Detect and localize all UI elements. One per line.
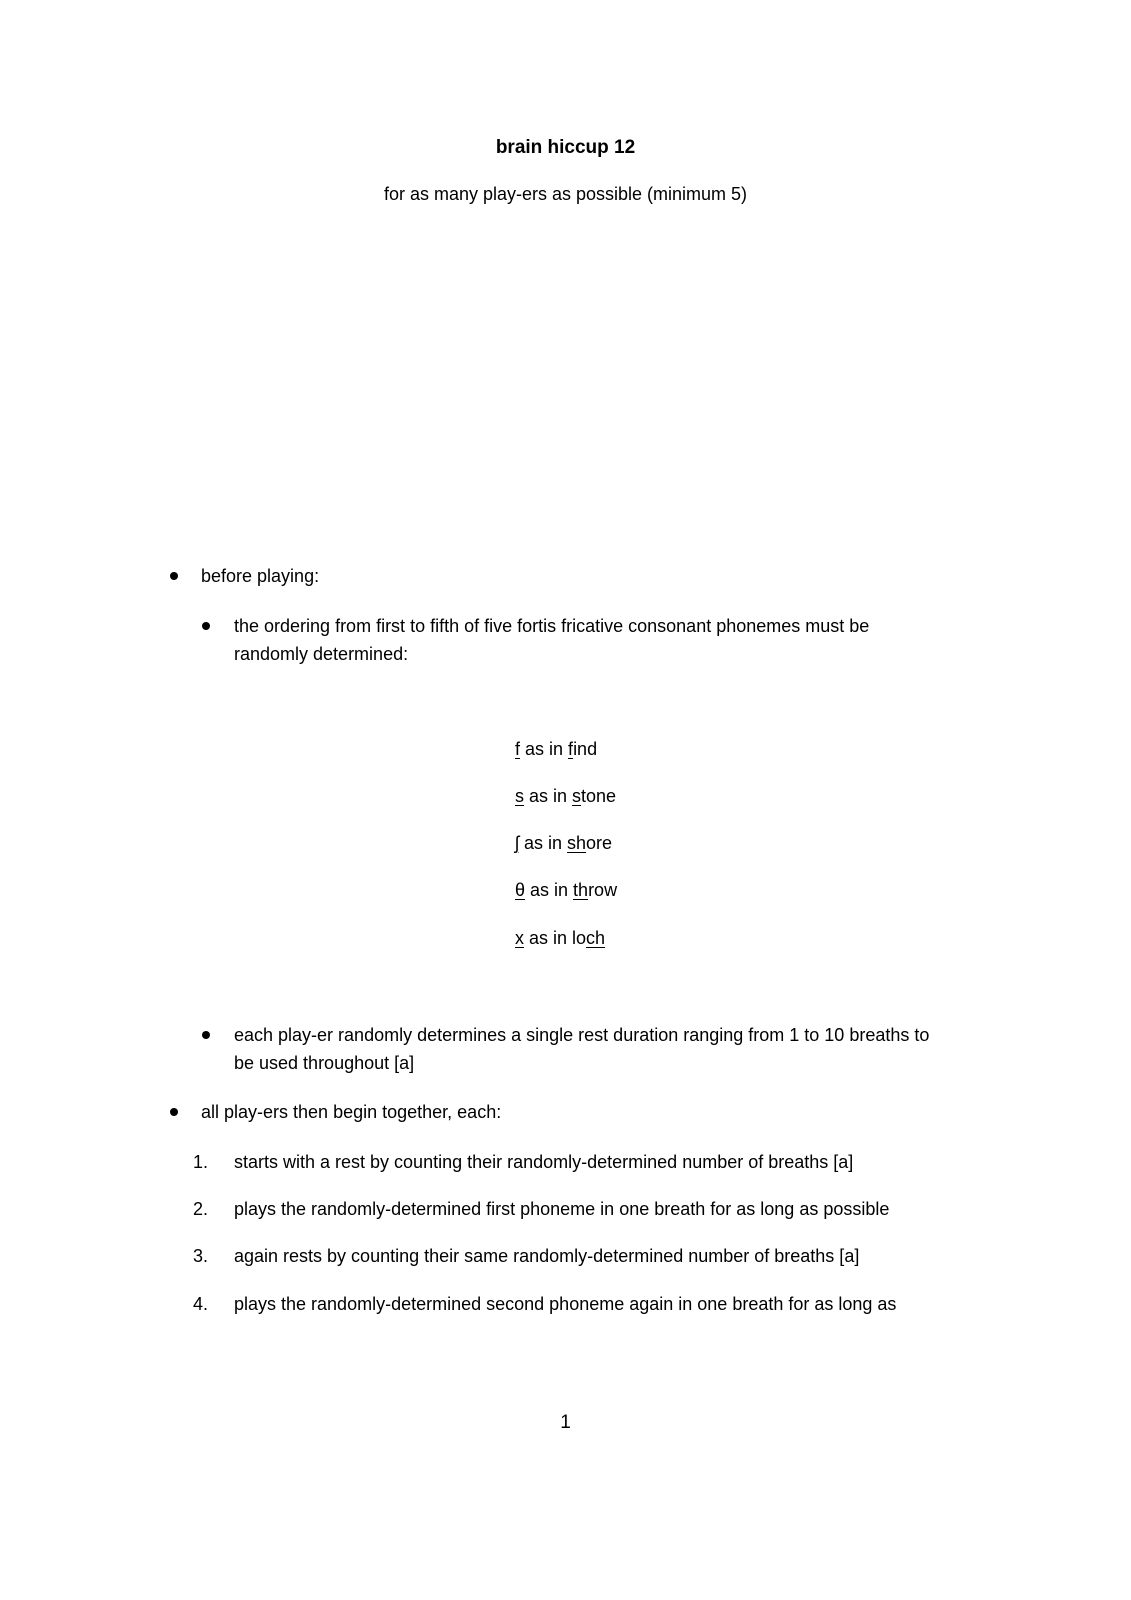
- step-text: plays the randomly-determined first phoneme in one breath for as long as possible: [234, 1199, 890, 1219]
- phoneme-example: th: [573, 880, 589, 900]
- step-number: 2.: [193, 1199, 209, 1219]
- bullet-icon: [170, 572, 178, 580]
- phoneme-item: ʃ as in shore: [515, 833, 613, 853]
- before-playing-label: before playing:: [201, 566, 320, 586]
- phoneme-example: f: [568, 739, 574, 759]
- phoneme-example: sh: [567, 833, 587, 853]
- bullet-icon: [170, 1108, 178, 1116]
- bullet-icon: [202, 1031, 210, 1039]
- phoneme-example: ch: [586, 928, 606, 948]
- phoneme-item: f as in find: [515, 739, 598, 759]
- phoneme-symbol: s: [515, 786, 524, 806]
- phoneme-symbol: x: [515, 928, 524, 948]
- rest-line-2: be used throughout [a]: [234, 1053, 415, 1073]
- phoneme-example: s: [572, 786, 582, 806]
- page-number: 1: [560, 1412, 571, 1433]
- phoneme-symbol: f: [515, 739, 521, 759]
- subtitle: for as many play-ers as possible (minimum 5): [383, 184, 748, 204]
- phoneme-item: s as in stone: [515, 786, 617, 806]
- phoneme-symbol: θ: [515, 880, 526, 900]
- bullet-icon: [202, 622, 210, 630]
- ordering-line-1: the ordering from first to fifth of five fortis fricative consonant phonemes must be: [234, 616, 870, 636]
- step-number: 1.: [193, 1152, 209, 1172]
- rest-line-1: each play-er randomly determines a single rest duration ranging from 1 to 10 breaths to: [234, 1025, 930, 1045]
- phoneme-item: x as in loch: [515, 928, 606, 948]
- phoneme-symbol: ʃ: [515, 833, 519, 853]
- step-number: 3.: [193, 1246, 209, 1266]
- step-number: 4.: [193, 1294, 209, 1314]
- step-text: plays the randomly-determined second phoneme again in one breath for as long as: [234, 1294, 897, 1314]
- step-text: again rests by counting their same randomly-determined number of breaths [a]: [234, 1246, 860, 1266]
- phoneme-item: θ as in throw: [515, 880, 618, 900]
- page-title: brain hiccup 12: [495, 137, 636, 158]
- step-text: starts with a rest by counting their randomly-determined number of breaths [a]: [234, 1152, 854, 1172]
- ordering-line-2: randomly determined:: [234, 644, 409, 664]
- all-begin-label: all play-ers then begin together, each:: [201, 1102, 502, 1122]
